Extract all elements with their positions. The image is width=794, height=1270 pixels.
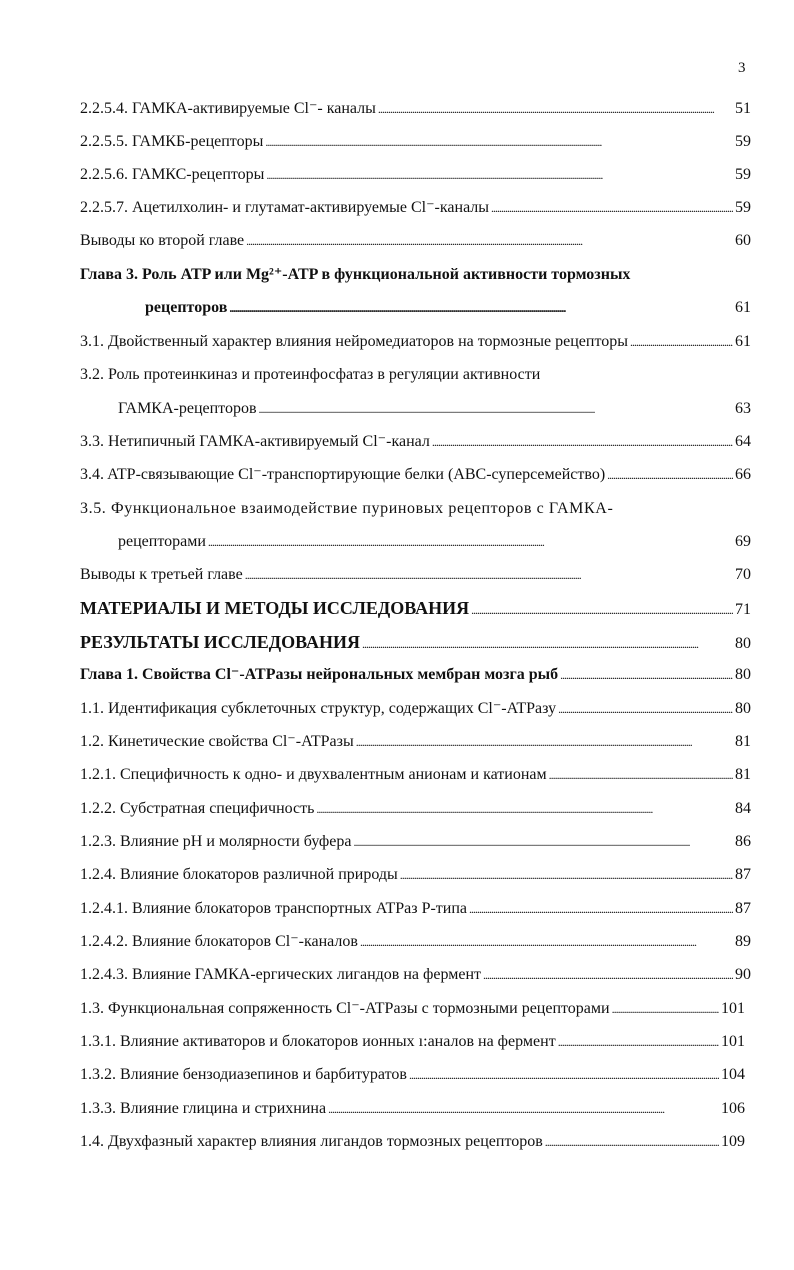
toc-entry-page: 59 — [735, 166, 751, 183]
toc-entry-text: 3.3. Нетипичный ГАМКА-активируемый Cl⁻-канал — [80, 433, 430, 450]
toc-entry — [0, 193, 794, 226]
toc-entry-page: 59 — [735, 199, 751, 216]
toc-entry-page: 101 — [721, 1000, 745, 1017]
dot-leader — [362, 629, 733, 659]
toc-entry-text: 3.5. Функциональное взаимодействие пуриновых рецепторов с ГАМКА- — [80, 500, 614, 517]
dot-leader — [208, 527, 733, 557]
toc-entry-page: 63 — [735, 400, 751, 417]
toc-entry-text: Выводы к третьей главе — [80, 566, 243, 583]
toc-entry-text: 1.3.1. Влияние активаторов и блокаторов ионных ı:аналов на фермент — [80, 1033, 556, 1050]
toc-section-heading — [0, 627, 794, 660]
toc-entry — [0, 127, 794, 160]
toc-entry — [0, 1027, 794, 1060]
toc-entry-text: 1.3.2. Влияние бензодиазепинов и барбитуратов — [80, 1066, 407, 1083]
toc-entry — [0, 794, 794, 827]
toc-entry-text: 2.2.5.7. Ацетилхолин- и глутамат-активируемые Cl⁻-каналы — [80, 199, 490, 216]
toc-entry-text: Глава 3. Роль ATP или Mg²⁺-ATP в функциональной активности тормозных — [80, 266, 631, 283]
dot-leader — [328, 1094, 719, 1124]
toc-entry-page: 59 — [735, 133, 751, 150]
dot-leader — [558, 1027, 719, 1057]
toc-entry — [0, 1127, 794, 1160]
toc-entry — [0, 94, 794, 127]
toc-entry — [0, 827, 794, 860]
toc-entry — [0, 394, 794, 427]
toc-entry-page: 109 — [721, 1133, 745, 1150]
toc-entry-text: 1.2.2. Субстратная специфичность — [80, 800, 315, 817]
toc-entry-page: 81 — [735, 766, 751, 783]
toc-entry-text: 3.4. ATP-связывающие Cl⁻-транспортирующие белки (ABC-суперсемейство) — [80, 466, 606, 483]
toc-entry-page: 104 — [721, 1066, 745, 1083]
toc-entry — [0, 860, 794, 893]
toc-entry-text: 1.2.4.2. Влияние блокаторов Cl⁻-каналов — [80, 933, 358, 950]
dot-leader — [409, 1060, 719, 1090]
toc-entry-page: 70 — [735, 566, 751, 583]
toc-entry-page: 60 — [735, 232, 751, 249]
dot-leader — [612, 994, 719, 1024]
dot-leader — [469, 894, 733, 924]
toc-entry-text: 1.3.3. Влияние глицина и стрихнина — [80, 1100, 327, 1117]
toc-entry-text: МАТЕРИАЛЫ И МЕТОДЫ ИССЛЕДОВАНИЯ — [80, 598, 470, 618]
dot-leader — [432, 427, 733, 457]
toc-entry-page: 84 — [735, 800, 751, 817]
toc-entry-page: 80 — [735, 666, 751, 683]
toc-entry-text: 2.2.5.5. ГАМКБ-рецепторы — [80, 133, 264, 150]
dot-leader — [316, 794, 733, 824]
toc-entry — [0, 727, 794, 760]
toc-entry — [0, 160, 794, 193]
page-number: 3 — [738, 60, 746, 76]
toc-entry — [0, 360, 794, 393]
toc-entry-text: 1.2.4. Влияние блокаторов различной природы — [80, 866, 398, 883]
dot-leader — [560, 660, 733, 690]
toc-entry-text: рецепторов — [145, 299, 228, 316]
toc-entry-page: 80 — [735, 700, 751, 717]
toc-entry — [0, 460, 794, 493]
toc-entry — [0, 927, 794, 960]
dot-leader — [483, 960, 733, 990]
toc-entry — [0, 293, 794, 326]
dot-leader — [246, 226, 733, 256]
toc-entry — [0, 527, 794, 560]
toc-entry-page: 66 — [735, 466, 751, 483]
toc-entry-text: 1.4. Двухфазный характер влияния лигандов тормозных рецепторов — [80, 1133, 543, 1150]
toc-entry-text: 1.3. Функциональная сопряженность Cl⁻-ATPазы с тормозными рецепторами — [80, 1000, 610, 1017]
toc-entry-text: 2.2.5.6. ГАМКС-рецепторы — [80, 166, 265, 183]
toc-entry-text: РЕЗУЛЬТАТЫ ИССЛЕДОВАНИЯ — [80, 632, 361, 652]
toc-entry-page: 51 — [735, 100, 751, 117]
toc-entry — [0, 560, 794, 593]
toc-entry — [0, 894, 794, 927]
toc-entry-text: 3.1. Двойственный характер влияния нейромедиаторов на тормозные рецепторы — [80, 333, 628, 350]
toc-entry — [0, 226, 794, 259]
toc-entry-text: Выводы ко второй главе — [80, 232, 245, 249]
toc-entry-text: рецепторами — [118, 533, 206, 550]
toc-entry — [0, 694, 794, 727]
toc-entry — [0, 760, 794, 793]
toc-entry-text: 1.2.4.1. Влияние блокаторов транспортных ATPаз P-типа — [80, 900, 468, 917]
toc-entry-page: 89 — [735, 933, 751, 950]
toc-chapter-heading — [0, 660, 794, 693]
dot-leader — [630, 327, 733, 357]
toc-entry-text: ГАМКА-рецепторов — [118, 400, 257, 417]
dot-leader — [607, 460, 733, 490]
toc-entry-page: 87 — [735, 900, 751, 917]
toc-entry-page: 69 — [735, 533, 751, 550]
toc-section-heading — [0, 593, 794, 626]
dot-leader — [378, 94, 733, 124]
toc-entry-page: 81 — [735, 733, 751, 750]
dot-leader — [360, 927, 733, 957]
toc-entry-page: 80 — [735, 635, 751, 652]
toc-entry-text: 1.1. Идентификация субклеточных структур, содержащих Cl⁻-ATPазу — [80, 700, 557, 717]
toc-entry — [0, 1094, 794, 1127]
toc-entry-text: 1.2. Кинетические свойства Cl⁻-ATPазы — [80, 733, 354, 750]
toc-chapter-heading — [0, 260, 794, 293]
toc-entry-page: 64 — [735, 433, 751, 450]
toc-entry-text: 1.2.1. Специфичность к одно- и двухвалентным анионам и катионам — [80, 766, 547, 783]
toc-entry-page: 101 — [721, 1033, 745, 1050]
toc-entry-page: 106 — [721, 1100, 745, 1117]
toc-entry-text: Глава 1. Свойства Cl⁻-ATPазы нейрональных мембран мозга рыб — [80, 666, 559, 683]
toc-entry-text: 2.2.5.4. ГАМКА-активируемые Cl⁻- каналы — [80, 100, 376, 117]
dot-leader — [266, 160, 733, 190]
toc-entry — [0, 1060, 794, 1093]
toc-entry — [0, 494, 794, 527]
toc-entry — [0, 960, 794, 993]
toc-entry-page: 86 — [735, 833, 751, 850]
toc-entry-page: 71 — [735, 601, 751, 618]
dot-leader — [545, 1127, 719, 1157]
toc-entry-page: 90 — [735, 966, 751, 983]
dot-leader — [558, 694, 733, 724]
toc-entry-text: 3.2. Роль протеинкиназ и протеинфосфатаз в регуляции активности — [80, 366, 541, 383]
dot-leader — [491, 193, 733, 223]
toc-entry — [0, 427, 794, 460]
toc-entry-page: 61 — [735, 333, 751, 350]
toc-entry-page: 61 — [735, 299, 751, 316]
dot-leader — [265, 127, 733, 157]
dot-leader — [400, 860, 733, 890]
dot-leader — [471, 595, 733, 625]
dot-leader — [549, 760, 733, 790]
dot-leader — [354, 827, 734, 857]
dot-leader — [259, 394, 733, 424]
toc-entry — [0, 327, 794, 360]
toc-entry-page: 87 — [735, 866, 751, 883]
toc-entry-text: 1.2.4.3. Влияние ГАМКА-ергических лигандов на фермент — [80, 966, 481, 983]
dot-leader — [245, 560, 733, 590]
dot-leader — [356, 727, 733, 757]
dot-leader — [229, 293, 733, 323]
toc-entry-text: 1.2.3. Влияние pH и молярности буфера — [80, 833, 352, 850]
toc-entry — [0, 994, 794, 1027]
